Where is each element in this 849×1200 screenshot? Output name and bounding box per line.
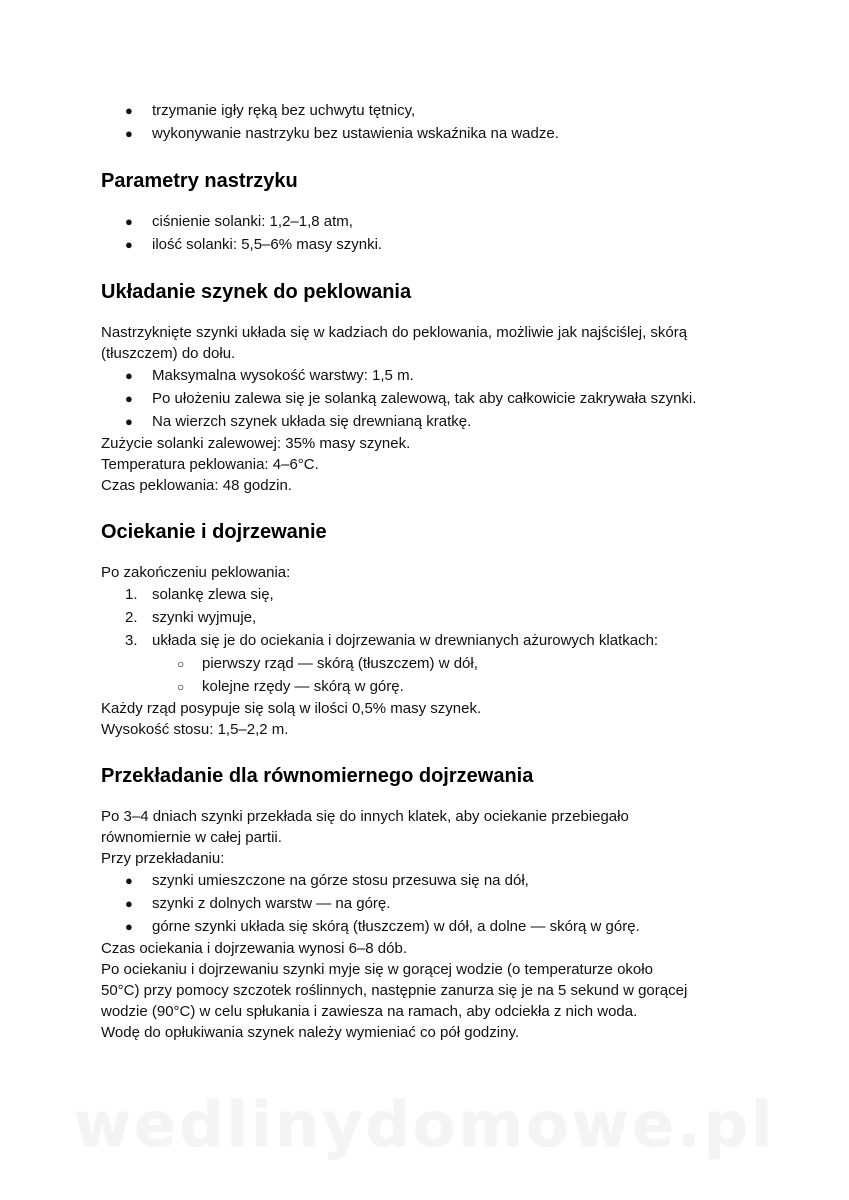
list-item: 2. szynki wyjmuje,: [125, 609, 257, 626]
paragraph: Przy przekładaniu:: [101, 850, 225, 867]
circle-bullet-icon: ○: [177, 657, 185, 671]
draining-sub-list: [101, 652, 751, 698]
parameters-bullet-list: [101, 210, 751, 256]
intro-bullet-list: [101, 99, 751, 145]
list-item: ● Po ułożeniu zalewa się je solanką zalewową, tak aby całkowicie zakrywała szynki.: [125, 390, 697, 407]
curing-time-line: Czas peklowania: 48 godzin.: [101, 477, 292, 494]
list-item: ● szynki z dolnych warstw — na górę.: [125, 895, 391, 912]
duration-line: Czas ociekania i dojrzewania wynosi 6–8 dób.: [101, 940, 408, 957]
list-item: ● wykonywanie nastrzyku bez ustawienia wskaźnika na wadze.: [125, 125, 559, 142]
arranging-bullet-list: [101, 364, 751, 433]
bullet-icon: ●: [125, 103, 133, 118]
list-item: ● górne szynki układa się skórą (tłuszczem) w dół, a dolne — skórą w górę.: [125, 918, 640, 935]
bullet-icon: ●: [125, 214, 133, 229]
list-item: ○ kolejne rzędy — skórą w górę.: [101, 675, 751, 698]
section-heading-draining: Ociekanie i dojrzewanie: [101, 521, 327, 543]
list-item: ● ilość solanki: 5,5–6% masy szynki.: [125, 236, 383, 253]
list-item: ● trzymanie igły ręką bez uchwytu tętnicy,: [125, 102, 416, 119]
list-item: ○ pierwszy rząd — skórą (tłuszczem) w dół,: [101, 652, 751, 675]
circle-bullet-icon: ○: [177, 680, 185, 694]
draining-numbered-list: [101, 583, 751, 652]
document-content: [101, 99, 751, 1043]
list-item: ● szynki umieszczone na górze stosu przesuwa się na dół,: [125, 872, 529, 889]
bullet-icon: ●: [125, 873, 133, 888]
bullet-icon: ●: [125, 126, 133, 141]
paragraph: Po ociekaniu i dojrzewaniu szynki myje się w gorącej wodzie (o temperaturze około 50°C) przy pomocy szczotek roślinnych, następnie zanurza się je na 5 sekund w gorącej wodzie (90°C) w celu spłukania i zawiesza na ramach, aby odciekła z nich woda. Wodę do opłukiwania szynek należy wymieniać co pół godziny.: [101, 961, 688, 1041]
list-item: ● Maksymalna wysokość warstwy: 1,5 m.: [125, 367, 414, 384]
bullet-icon: ●: [125, 391, 133, 406]
bullet-icon: ●: [125, 237, 133, 252]
curing-temperature-line: Temperatura peklowania: 4–6°C.: [101, 456, 319, 473]
paragraph: Nastrzyknięte szynki układa się w kadziach do peklowania, możliwie jak najściślej, skórą (tłuszczem) do dołu.: [101, 324, 688, 362]
bullet-icon: ●: [125, 414, 133, 429]
bullet-icon: ●: [125, 896, 133, 911]
list-item: ● ciśnienie solanki: 1,2–1,8 atm,: [125, 213, 353, 230]
list-item: 3. układa się je do ociekania i dojrzewania w drewnianych ażurowych klatkach:: [125, 632, 659, 649]
section-heading-parameters: Parametry nastrzyku: [101, 170, 298, 192]
section-heading-rearranging: Przekładanie dla równomiernego dojrzewania: [101, 765, 534, 787]
brine-consumption-line: Zużycie solanki zalewowej: 35% masy szynek.: [101, 435, 411, 452]
salt-line: Każdy rząd posypuje się solą w ilości 0,5% masy szynek.: [101, 700, 482, 717]
list-item: 1. solankę zlewa się,: [125, 586, 274, 603]
bullet-icon: ●: [125, 919, 133, 934]
bullet-icon: ●: [125, 368, 133, 383]
stack-height-line: Wysokość stosu: 1,5–2,2 m.: [101, 721, 289, 738]
paragraph: Po 3–4 dniach szynki przekłada się do innych klatek, aby ociekanie przebiegało równomiernie w całej partii.: [101, 808, 629, 846]
section-heading-arranging: Układanie szynek do peklowania: [101, 281, 412, 303]
watermark: wedlinydomowe.pl: [73, 1088, 776, 1161]
list-item: ● Na wierzch szynek układa się drewnianą kratkę.: [125, 413, 472, 430]
rearranging-bullet-list: [101, 869, 751, 938]
paragraph: Po zakończeniu peklowania:: [101, 564, 291, 581]
